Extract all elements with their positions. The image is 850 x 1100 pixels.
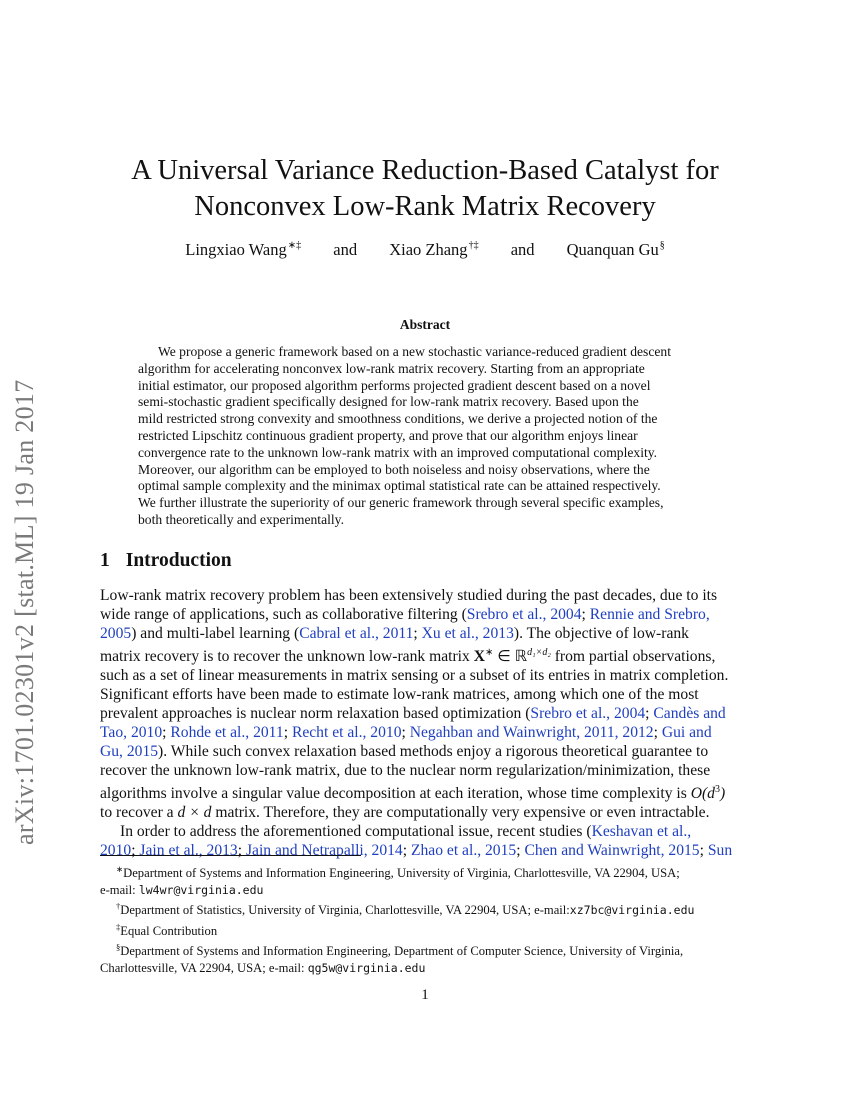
citation-link[interactable]: Tao, 2010 bbox=[100, 724, 163, 741]
body-text: Significant efforts have been made to estimate low-rank matrices, among which one of the most bbox=[100, 686, 699, 703]
footnote bbox=[100, 898, 752, 919]
citation-link[interactable]: 2005 bbox=[100, 625, 132, 642]
author-name: Lingxiao Wang bbox=[185, 240, 287, 259]
body-text: In order to address the aforementioned computational issue, recent studies ( bbox=[120, 823, 592, 840]
body-line bbox=[100, 742, 752, 761]
section-number: 1 bbox=[100, 550, 110, 571]
body-text: ; bbox=[653, 724, 662, 741]
abstract-line: convergence rate to the unknown low-rank matrix with an improved computational complexity. bbox=[138, 444, 658, 460]
math-symbol: ∈ ℝ bbox=[493, 648, 528, 665]
citation-link[interactable]: Keshavan et al., bbox=[591, 823, 692, 840]
body-text: from partial observations, bbox=[550, 648, 716, 665]
citation-link[interactable]: Jain et al., 2013 bbox=[139, 842, 238, 859]
citation-link[interactable]: Jain and Netrapalli, 2014 bbox=[245, 842, 403, 859]
email-address[interactable]: xz7bc@virginia.edu bbox=[569, 903, 695, 917]
abstract-line: Moreover, our algorithm can be employed to both noiseless and noisy observations, where the bbox=[138, 461, 650, 477]
body-text: prevalent approaches is nuclear norm relaxation based optimization ( bbox=[100, 705, 531, 722]
citation-link[interactable]: Negahban and Wainwright, 2011, 2012 bbox=[409, 724, 654, 741]
citation-link[interactable]: Recht et al., 2010 bbox=[291, 724, 402, 741]
math-superscript: d₁×d₂ bbox=[527, 647, 551, 658]
body-line bbox=[100, 586, 752, 605]
citation-link[interactable]: Rohde et al., 2011 bbox=[170, 724, 284, 741]
abstract-line: initial estimator, our proposed algorithm performs projected gradient descent based on a novel bbox=[138, 377, 651, 393]
introduction-body bbox=[100, 586, 752, 860]
citation-link[interactable]: Xu et al., 2013 bbox=[421, 625, 514, 642]
citation-link[interactable]: Gui and bbox=[661, 724, 712, 741]
abstract-line: algorithm for accelerating nonconvex low-rank matrix recovery. Starting from an appropriate bbox=[138, 360, 645, 376]
footnote-mark: ∗ bbox=[116, 864, 124, 874]
abstract-line: restricted Lipschitz continuous gradient property, and prove that our algorithm enjoys linear bbox=[138, 427, 638, 443]
footnotes bbox=[100, 861, 752, 976]
body-line bbox=[100, 605, 752, 624]
footnote-text: Charlottesville, VA 22904, USA; e-mail: bbox=[100, 960, 308, 975]
footnote-mark: § bbox=[116, 942, 121, 952]
email-address[interactable]: qg5w@virginia.edu bbox=[307, 960, 426, 975]
body-text: ; bbox=[413, 625, 422, 642]
footnote-continuation bbox=[100, 960, 752, 977]
abstract-body bbox=[138, 344, 714, 529]
page-number: 1 bbox=[421, 987, 429, 1003]
footnote-text: Department of Systems and Information Engineering, Department of Computer Science, University of Virginia, bbox=[120, 944, 684, 958]
section-title: Introduction bbox=[125, 550, 232, 571]
body-text: ; bbox=[162, 724, 171, 741]
citation-link[interactable]: Cabral et al., 2011 bbox=[299, 625, 414, 642]
footnote-mark: ‡ bbox=[116, 921, 121, 932]
author-name: Xiao Zhang bbox=[389, 240, 468, 259]
abstract-line: We propose a generic framework based on a new stochastic variance-reduced gradient descent bbox=[158, 344, 671, 359]
body-text: ; bbox=[401, 724, 410, 741]
email-address[interactable]: lw4wr@virginia.edu bbox=[138, 882, 264, 897]
citation-link[interactable]: Gu, 2015 bbox=[100, 743, 159, 760]
citation-link[interactable]: Srebro et al., 2004 bbox=[466, 606, 582, 623]
abstract-line: semi-stochastic gradient specifically designed for low-rank matrix recovery. Based upon the bbox=[138, 394, 639, 410]
body-line bbox=[100, 704, 752, 723]
section-heading bbox=[100, 550, 232, 572]
footnote-text: e-mail: bbox=[100, 882, 139, 897]
math-superscript: 3 bbox=[714, 784, 720, 795]
footnote-text: Department of Statistics, University of Virginia, Charlottesville, VA 22904, USA; e-mail: bbox=[120, 903, 570, 917]
abstract-heading: Abstract bbox=[399, 317, 451, 332]
footnote-text: Equal Contribution bbox=[120, 923, 218, 938]
body-line bbox=[100, 666, 752, 685]
body-text: matrix recovery is to recover the unknown low-rank matrix bbox=[100, 648, 474, 665]
title-line-2: Nonconvex Low-Rank Matrix Recovery bbox=[194, 191, 656, 222]
author-separator: and bbox=[333, 240, 358, 259]
author-separator: and bbox=[510, 240, 535, 259]
citation-link[interactable]: Zhao et al., 2015 bbox=[410, 842, 517, 859]
body-text: ; bbox=[237, 842, 246, 859]
math-symbol: X bbox=[473, 648, 485, 665]
body-line bbox=[100, 723, 752, 742]
body-line bbox=[100, 761, 752, 780]
abstract-line: mild restricted strong convexity and smoothness conditions, we derive a projected notion of the bbox=[138, 411, 658, 427]
body-text: ). While such convex relaxation based methods enjoy a rigorous theoretical guarantee to bbox=[158, 743, 709, 760]
abstract-line: We further illustrate the superiority of our generic framework through several specific examples, bbox=[138, 495, 664, 511]
body-text: ) and multi-label learning ( bbox=[131, 625, 300, 642]
abstract-line: both theoretically and experimentally. bbox=[138, 511, 344, 527]
arxiv-identifier-stamp: arXiv:1701.02301v2 [stat.ML] 19 Jan 2017 bbox=[10, 379, 39, 845]
citation-link[interactable]: Sun bbox=[707, 842, 733, 859]
citation-link[interactable]: Candès and bbox=[653, 705, 726, 722]
body-line bbox=[100, 685, 752, 704]
body-line bbox=[100, 624, 752, 643]
footnote-continuation bbox=[100, 882, 752, 899]
citation-link[interactable]: Chen and Wainwright, 2015 bbox=[524, 842, 700, 859]
abstract-line: optimal sample complexity and the minimax optimal statistical rate can be attained respectively. bbox=[138, 478, 661, 494]
citation-link[interactable]: Srebro et al., 2004 bbox=[530, 705, 646, 722]
math-expression: O(d bbox=[690, 785, 715, 802]
author-affiliation-marks: § bbox=[659, 240, 665, 251]
body-text: ; bbox=[283, 724, 292, 741]
body-text: ; bbox=[131, 842, 140, 859]
paper-title bbox=[0, 153, 850, 225]
body-line bbox=[100, 803, 752, 822]
citation-link[interactable]: 2010 bbox=[100, 842, 132, 859]
math-superscript: ∗ bbox=[484, 647, 494, 658]
body-line bbox=[100, 822, 752, 841]
author-list bbox=[0, 240, 850, 260]
footnote-text: Department of Systems and Information Engineering, University of Virginia, Charlottesville, VA 22904, USA; bbox=[123, 866, 680, 880]
body-text: ; bbox=[699, 842, 708, 859]
math-expression: ) bbox=[719, 785, 726, 802]
body-text: ). The objective of low-rank bbox=[513, 625, 689, 642]
citation-link[interactable]: Rennie and Srebro, bbox=[589, 606, 710, 623]
math-expression: d × d bbox=[177, 804, 212, 821]
footnote bbox=[100, 939, 752, 960]
footnote bbox=[100, 919, 752, 940]
footnote-mark: † bbox=[116, 901, 121, 911]
body-text: matrix. Therefore, they are computationally very expensive or even intractable. bbox=[211, 804, 710, 821]
body-text: to recover a bbox=[100, 804, 178, 821]
footnote bbox=[100, 861, 752, 882]
body-text: ; bbox=[402, 842, 411, 859]
title-line-1: A Universal Variance Reduction-Based Catalyst for bbox=[131, 155, 719, 186]
body-text: ; bbox=[645, 705, 654, 722]
body-line bbox=[100, 643, 752, 666]
body-text: ; bbox=[581, 606, 590, 623]
author-name: Quanquan Gu bbox=[566, 240, 659, 259]
body-text: ; bbox=[516, 842, 525, 859]
body-text: recover the unknown low-rank matrix, due to the nuclear norm regularization/minimization, these bbox=[100, 762, 711, 779]
body-text: wide range of applications, such as collaborative filtering ( bbox=[100, 606, 467, 623]
body-text: algorithms involve a singular value decomposition at each iteration, whose time complexity is bbox=[100, 785, 691, 802]
body-text: Low-rank matrix recovery problem has been extensively studied during the past decades, due to its bbox=[100, 587, 718, 604]
footnote-divider bbox=[100, 855, 361, 856]
body-text: such as a set of linear measurements in matrix sensing or a subset of its entries in matrix completion. bbox=[100, 667, 729, 684]
body-line bbox=[100, 841, 752, 860]
author-affiliation-marks: ∗‡ bbox=[287, 240, 302, 251]
body-line bbox=[100, 780, 752, 803]
author-affiliation-marks: †‡ bbox=[468, 240, 479, 251]
